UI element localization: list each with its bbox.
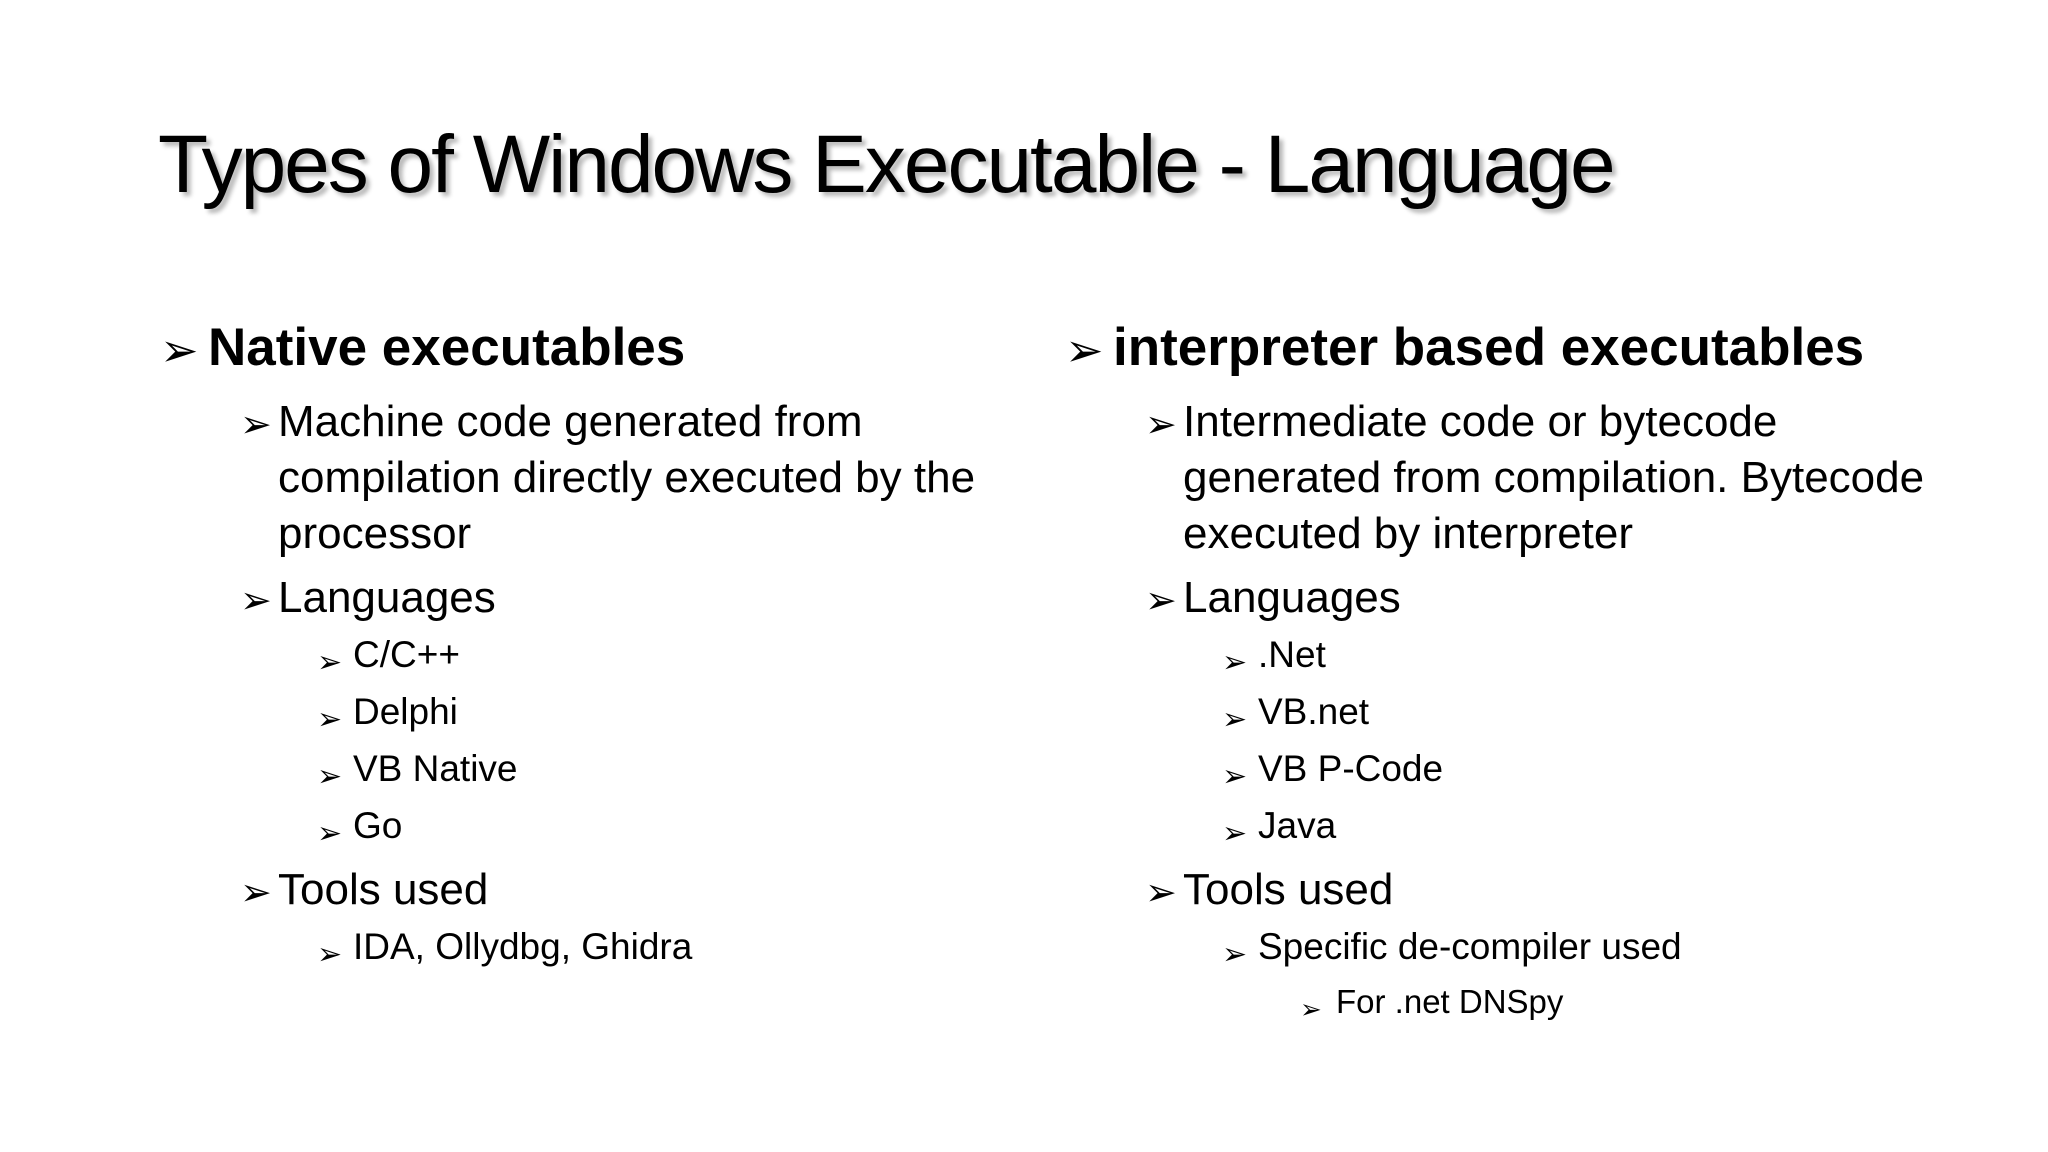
list-item-language	[317, 626, 1040, 683]
list-item-language	[317, 797, 1040, 854]
list-item-language	[1222, 797, 1945, 854]
native-description: Machine code generated from compilation directly executed by the processor	[278, 397, 976, 558]
arrow-bullet-icon: ➢	[1222, 759, 1248, 794]
heading-native-executables: Native executables	[208, 318, 686, 377]
arrow-bullet-icon: ➢	[1300, 995, 1322, 1025]
heading-interpreter-executables: interpreter based executables	[1113, 318, 1865, 377]
language-name: Java	[1258, 805, 1337, 846]
language-name: VB.net	[1258, 691, 1370, 732]
slide-title: Types of Windows Executable - Language	[158, 119, 1614, 210]
arrow-bullet-icon: ➢	[240, 870, 272, 914]
language-name: Delphi	[353, 691, 458, 732]
bullet-interpreter-executables	[1065, 310, 1945, 386]
list-item-language	[317, 683, 1040, 740]
arrow-bullet-icon: ➢	[1222, 816, 1248, 851]
native-tools-label: Tools used	[278, 865, 489, 914]
bullet-interpreter-tools	[1145, 862, 1945, 918]
interpreter-languages-label: Languages	[1183, 573, 1401, 622]
arrow-bullet-icon: ➢	[1065, 323, 1104, 377]
bullet-native-languages	[240, 570, 1040, 626]
arrow-bullet-icon: ➢	[1145, 402, 1177, 446]
arrow-bullet-icon: ➢	[1222, 645, 1248, 680]
arrow-bullet-icon: ➢	[1145, 870, 1177, 914]
tool-detail: For .net DNSpy	[1336, 983, 1564, 1020]
list-item-language	[1222, 626, 1945, 683]
bullet-interpreter-description	[1145, 394, 1945, 562]
arrow-bullet-icon: ➢	[317, 937, 343, 972]
list-item-language	[1222, 683, 1945, 740]
list-item-tool-detail	[1300, 975, 1945, 1029]
tool-name: IDA, Ollydbg, Ghidra	[353, 926, 693, 967]
arrow-bullet-icon: ➢	[1222, 702, 1248, 737]
arrow-bullet-icon: ➢	[240, 402, 272, 446]
arrow-bullet-icon: ➢	[317, 759, 343, 794]
bullet-native-executables	[160, 310, 1040, 386]
arrow-bullet-icon: ➢	[317, 816, 343, 851]
language-name: Go	[353, 805, 403, 846]
right-column	[1065, 310, 1945, 1029]
interpreter-description: Intermediate code or bytecode generated from compilation. Bytecode executed by interpreter	[1183, 397, 1925, 558]
list-item-tool	[317, 918, 1040, 975]
bullet-native-description	[240, 394, 1040, 562]
bullet-interpreter-languages	[1145, 570, 1945, 626]
interpreter-tools-label: Tools used	[1183, 865, 1394, 914]
tool-name: Specific de-compiler used	[1258, 926, 1682, 967]
bullet-native-tools	[240, 862, 1040, 918]
arrow-bullet-icon: ➢	[1145, 578, 1177, 622]
arrow-bullet-icon: ➢	[240, 578, 272, 622]
list-item-language	[317, 740, 1040, 797]
language-name: .Net	[1258, 634, 1326, 675]
native-languages-label: Languages	[278, 573, 496, 622]
left-column	[160, 310, 1040, 975]
language-name: C/C++	[353, 634, 460, 675]
list-item-tool	[1222, 918, 1945, 975]
arrow-bullet-icon: ➢	[317, 702, 343, 737]
arrow-bullet-icon: ➢	[160, 323, 199, 377]
list-item-language	[1222, 740, 1945, 797]
arrow-bullet-icon: ➢	[1222, 937, 1248, 972]
language-name: VB Native	[353, 748, 518, 789]
language-name: VB P-Code	[1258, 748, 1444, 789]
arrow-bullet-icon: ➢	[317, 645, 343, 680]
